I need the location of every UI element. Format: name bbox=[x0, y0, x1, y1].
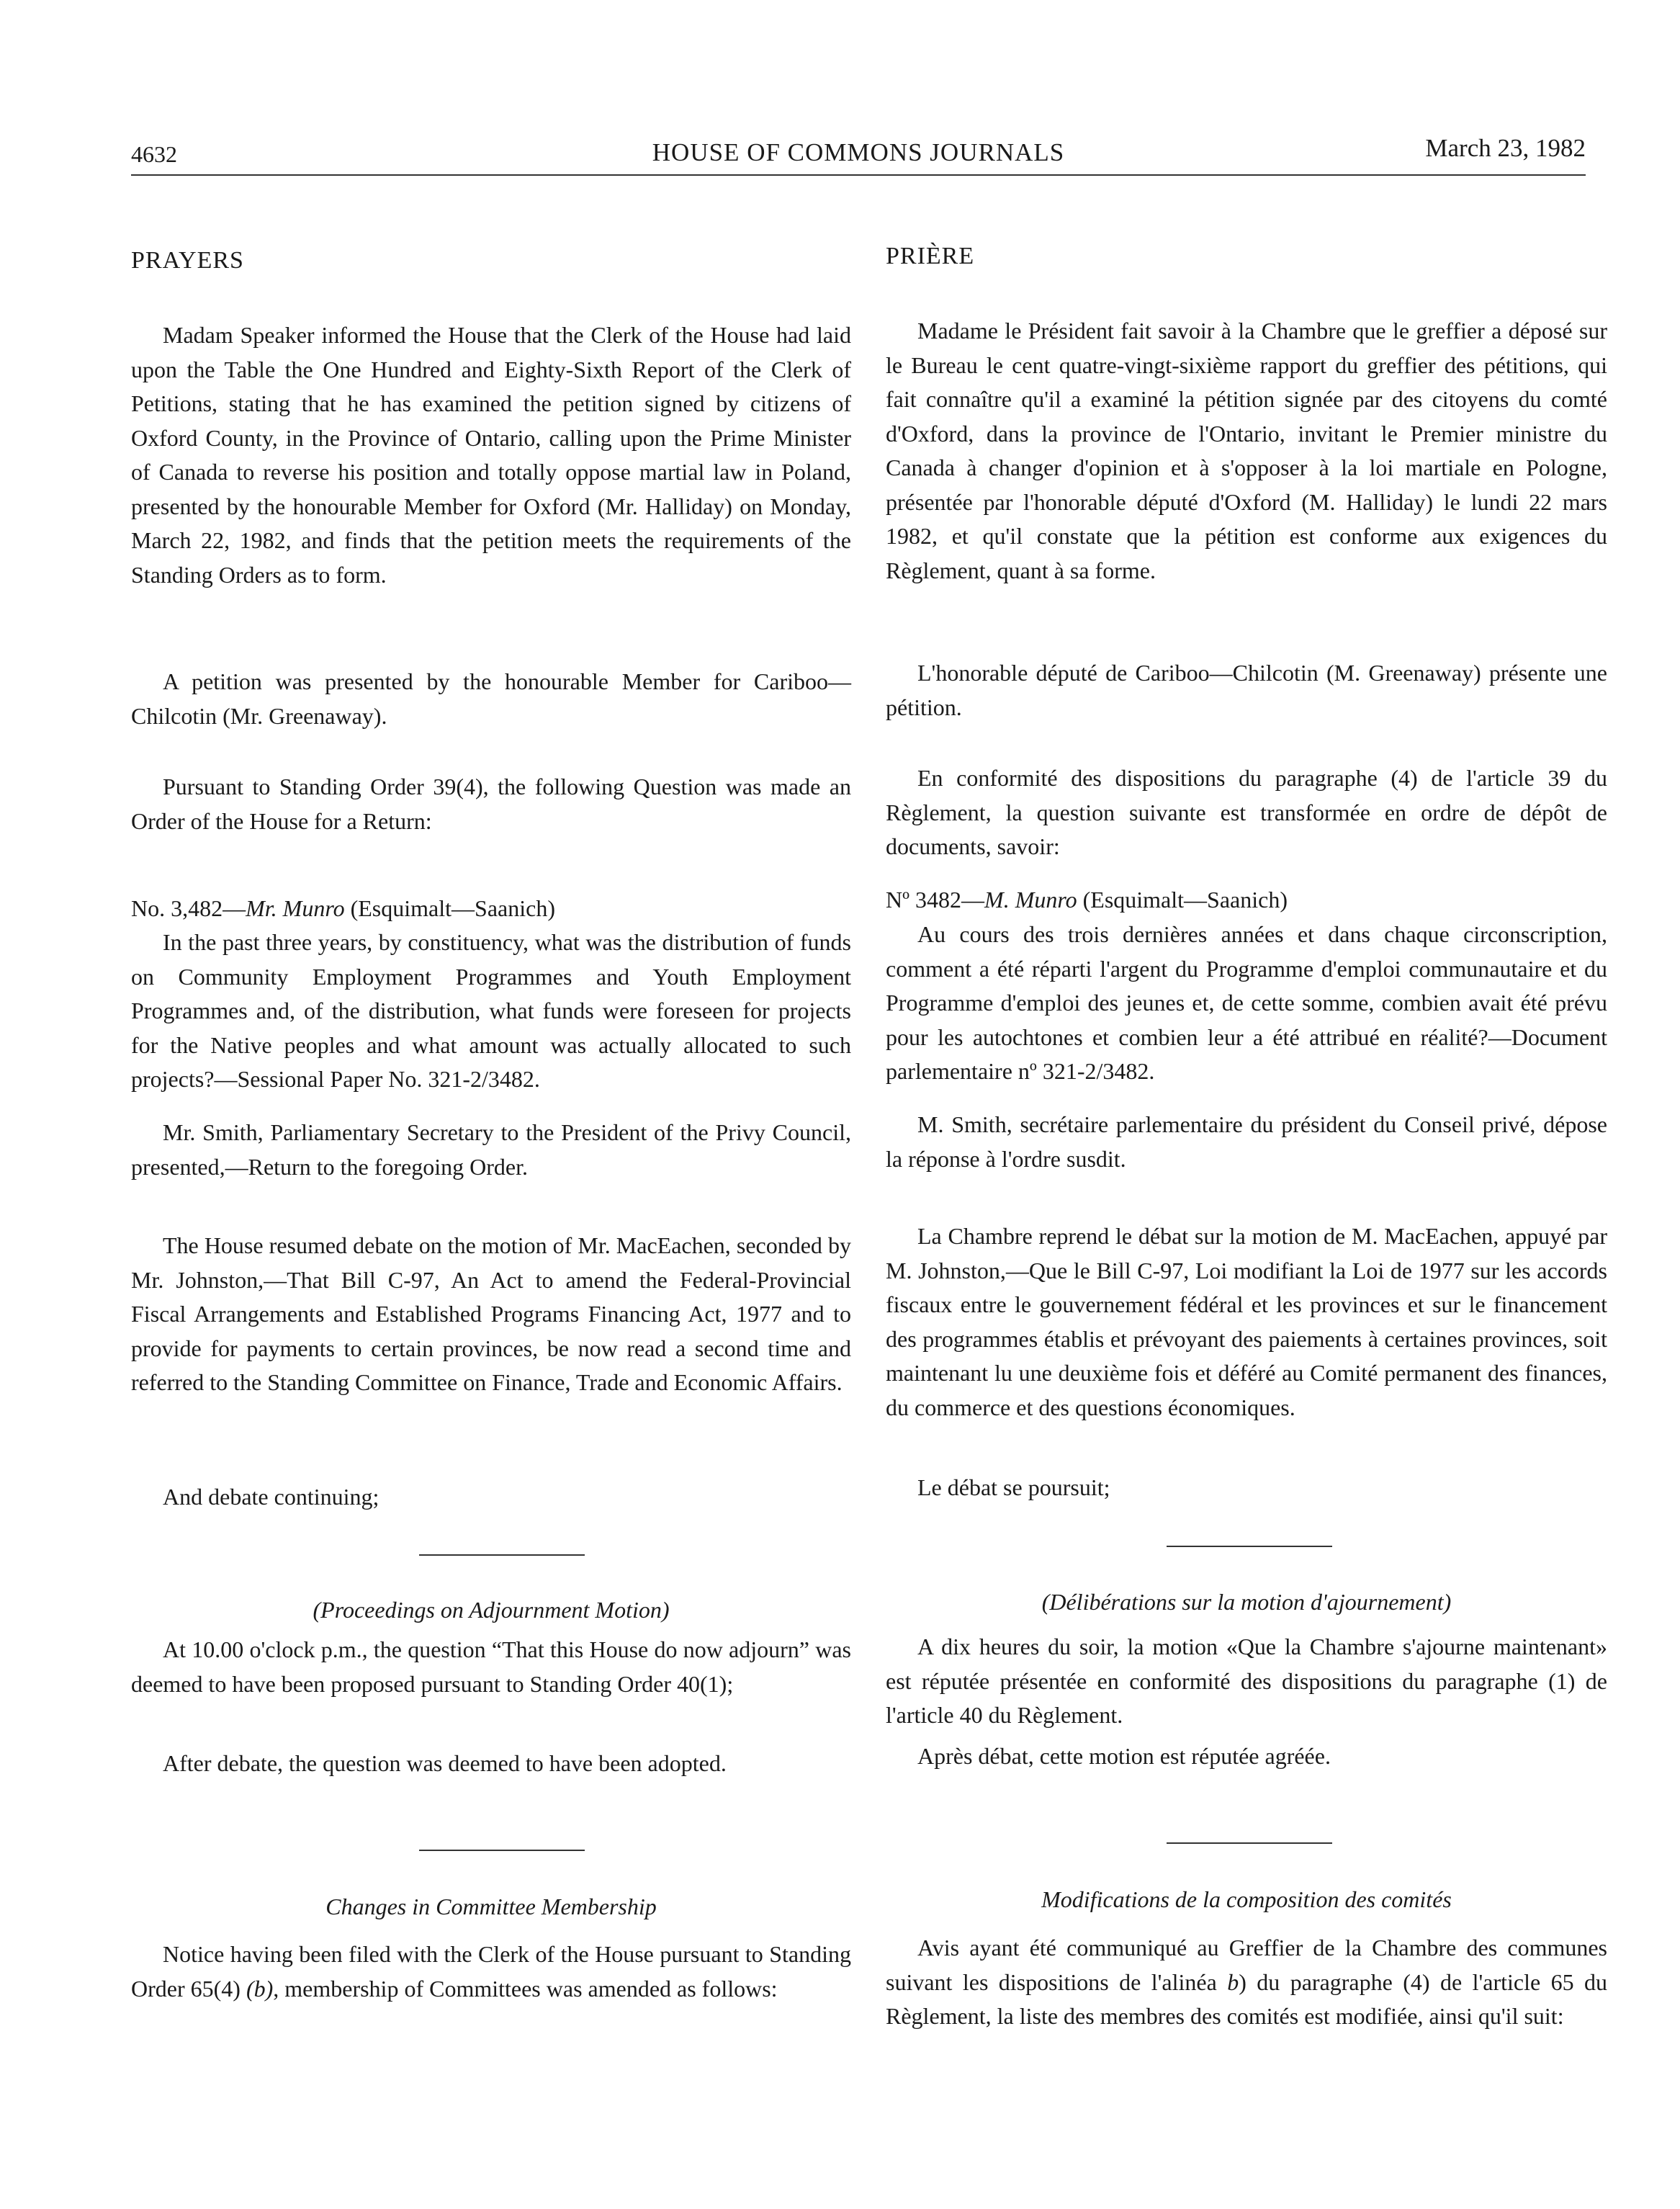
french-paragraph-standing-order: En conformité des dispositions du paragraphe (4) de l'article 39 du Règlement, la question suivante est transformée en ordre de dépôt de documents, savoir: bbox=[886, 765, 1607, 859]
french-committee-text-b: b bbox=[1227, 1968, 1239, 1995]
english-paragraph-adjournment: At 10.00 o'clock p.m., the question “That this House do now adjourn” was deemed to have been proposed pursuant to Standing Order 40(1); bbox=[131, 1636, 851, 1697]
english-separator-2 bbox=[419, 1850, 585, 1851]
english-paragraph-debate-continuing: And debate continuing; bbox=[163, 1484, 379, 1510]
english-paragraph-return: Mr. Smith, Parliamentary Secretary to the President of the Privy Council, presented,—Return to the foregoing Order. bbox=[131, 1119, 851, 1180]
journal-date: March 23, 1982 bbox=[1425, 134, 1586, 162]
english-subheading-committee: Changes in Committee Membership bbox=[325, 1894, 657, 1919]
english-paragraph-petition: A petition was presented by the honourable Member for Cariboo—Chilcotin (Mr. Greenaway). bbox=[131, 668, 851, 729]
english-committee-text-b: (b) bbox=[246, 1975, 274, 2002]
french-question-number: Nº 3482— bbox=[886, 887, 985, 913]
french-paragraph-debate: La Chambre reprend le débat sur la motion de M. MacEachen, appuyé par M. Johnston,—Que le Bill C-97, Loi modifiant la Loi de 1977 sur les accords fiscaux entre le gouvernement fédéral et les provinces et sur le financement des programmes établis et prévoyant des paiements à certaines provinces, soit maintenant lu une deuxième fois et déféré au Comité permanent des finances, du commerce et des questions économiques. bbox=[886, 1223, 1607, 1420]
french-paragraph-adopted: Après débat, cette motion est réputée agréée. bbox=[917, 1743, 1331, 1769]
french-question-member: M. Munro bbox=[984, 887, 1077, 913]
french-separator-1 bbox=[1167, 1546, 1332, 1547]
english-paragraph-adopted: After debate, the question was deemed to have been adopted. bbox=[163, 1750, 727, 1776]
english-separator-1 bbox=[419, 1554, 585, 1556]
english-paragraph-committee bbox=[131, 1937, 851, 2006]
english-committee-text-c: , membership of Committees was amended as follows: bbox=[273, 1975, 778, 2002]
page-header bbox=[131, 134, 1586, 177]
french-paragraph-speaker-report: Madame le Président fait savoir à la Chambre que le greffier a déposé sur le Bureau le cent quatre-vingt-sixième rapport du greffier des pétitions, qui fait connaître qu'il a examiné la pétition signée par des citoyens du comté d'Oxford, dans la province de l'Ontario, invitant le Premier ministre du Canada à changer d'opinion et à s'opposer à la loi martiale en Pologne, présentée par l'honorable député d'Oxford (M. Halliday) le lundi 22 mars 1982, et qu'il constate que la pétition est conforme aux exigences du Règlement, quant à sa forme. bbox=[886, 318, 1607, 583]
english-committee-text-a: Notice having been filed with the Clerk of the House pursuant to Standing Order 65(4) bbox=[131, 1941, 851, 2002]
english-paragraph-speaker-report: Madam Speaker informed the House that the Clerk of the House had laid upon the Table the One Hundred and Eighty-Sixth Report of the Clerk of Petitions, stating that he has examined the petition signed by citizens of Oxford County, in the Province of Ontario, calling upon the Prime Minister of Canada to reverse his position and totally oppose martial law in Poland, presented by the honourable Member for Oxford (Mr. Halliday) on Monday, March 22, 1982, and finds that the petition meets the requirements of the Standing Orders as to form. bbox=[131, 322, 851, 588]
french-question-text: Au cours des trois dernières années et dans chaque circonscription, comment a été réparti l'argent du Programme d'emploi communautaire et du Programme d'emploi des jeunes et, de cette somme, combien avait été prévu pour les autochtones et combien leur a été attribué en réalité?—Document parlementaire nº 321-2/3482. bbox=[886, 921, 1607, 1084]
french-separator-2 bbox=[1167, 1842, 1332, 1844]
english-question-riding: (Esquimalt—Saanich) bbox=[344, 895, 555, 921]
english-paragraph-standing-order: Pursuant to Standing Order 39(4), the following Question was made an Order of the House for a Return: bbox=[131, 774, 851, 834]
english-question-number: No. 3,482— bbox=[131, 895, 246, 921]
french-question-riding: (Esquimalt—Saanich) bbox=[1077, 887, 1288, 913]
english-question-text: In the past three years, by constituency, what was the distribution of funds on Community Employment Programmes and Youth Employment Programmes and, of the distribution, what funds were foreseen for projects for the Native peoples and what amount was actually allocated to such projects?—Sessional Paper No. 321-2/3482. bbox=[131, 929, 851, 1092]
french-subheading-committee: Modifications de la composition des comités bbox=[1041, 1886, 1452, 1912]
header-rule bbox=[131, 174, 1586, 176]
french-subheading-adjournment: (Délibérations sur la motion d'ajournement) bbox=[1041, 1589, 1452, 1615]
french-question-heading bbox=[886, 883, 1607, 918]
french-paragraph-adjournment: A dix heures du soir, la motion «Que la Chambre s'ajourne maintenant» est réputée présentée en conformité des dispositions du paragraphe (1) de l'article 40 du Règlement. bbox=[886, 1634, 1607, 1728]
english-question-heading bbox=[131, 892, 851, 926]
french-paragraph-return: M. Smith, secrétaire parlementaire du président du Conseil privé, dépose la réponse à l'ordre susdit. bbox=[886, 1111, 1607, 1172]
english-paragraph-debate: The House resumed debate on the motion of Mr. MacEachen, seconded by Mr. Johnston,—That Bill C-97, An Act to amend the Federal-Provincial Fiscal Arrangements and Established Programs Financing Act, 1977 and to provide for payments to certain provinces, be now read a second time and referred to the Standing Committee on Finance, Trade and Economic Affairs. bbox=[131, 1232, 851, 1395]
english-heading: PRAYERS bbox=[131, 247, 244, 274]
french-paragraph-committee bbox=[886, 1931, 1607, 2034]
journal-title: HOUSE OF COMMONS JOURNALS bbox=[652, 138, 1065, 166]
english-question-member: Mr. Munro bbox=[246, 895, 345, 921]
page-number: 4632 bbox=[131, 141, 177, 167]
french-paragraph-petition: L'honorable député de Cariboo—Chilcotin (M. Greenaway) présente une pétition. bbox=[886, 660, 1607, 720]
french-committee-text-a: Avis ayant été communiqué au Greffier de la Chambre des communes suivant les dispositions de l'alinéa bbox=[886, 1935, 1607, 1995]
english-subheading-adjournment: (Proceedings on Adjournment Motion) bbox=[313, 1597, 670, 1623]
french-paragraph-debate-continuing: Le débat se poursuit; bbox=[917, 1474, 1110, 1500]
french-heading: PRIÈRE bbox=[886, 243, 975, 269]
french-committee-text-c: ) du paragraphe (4) de l'article 65 du Règlement, la liste des membres des comités est modifiée, ainsi qu'il suit: bbox=[886, 1968, 1608, 2029]
